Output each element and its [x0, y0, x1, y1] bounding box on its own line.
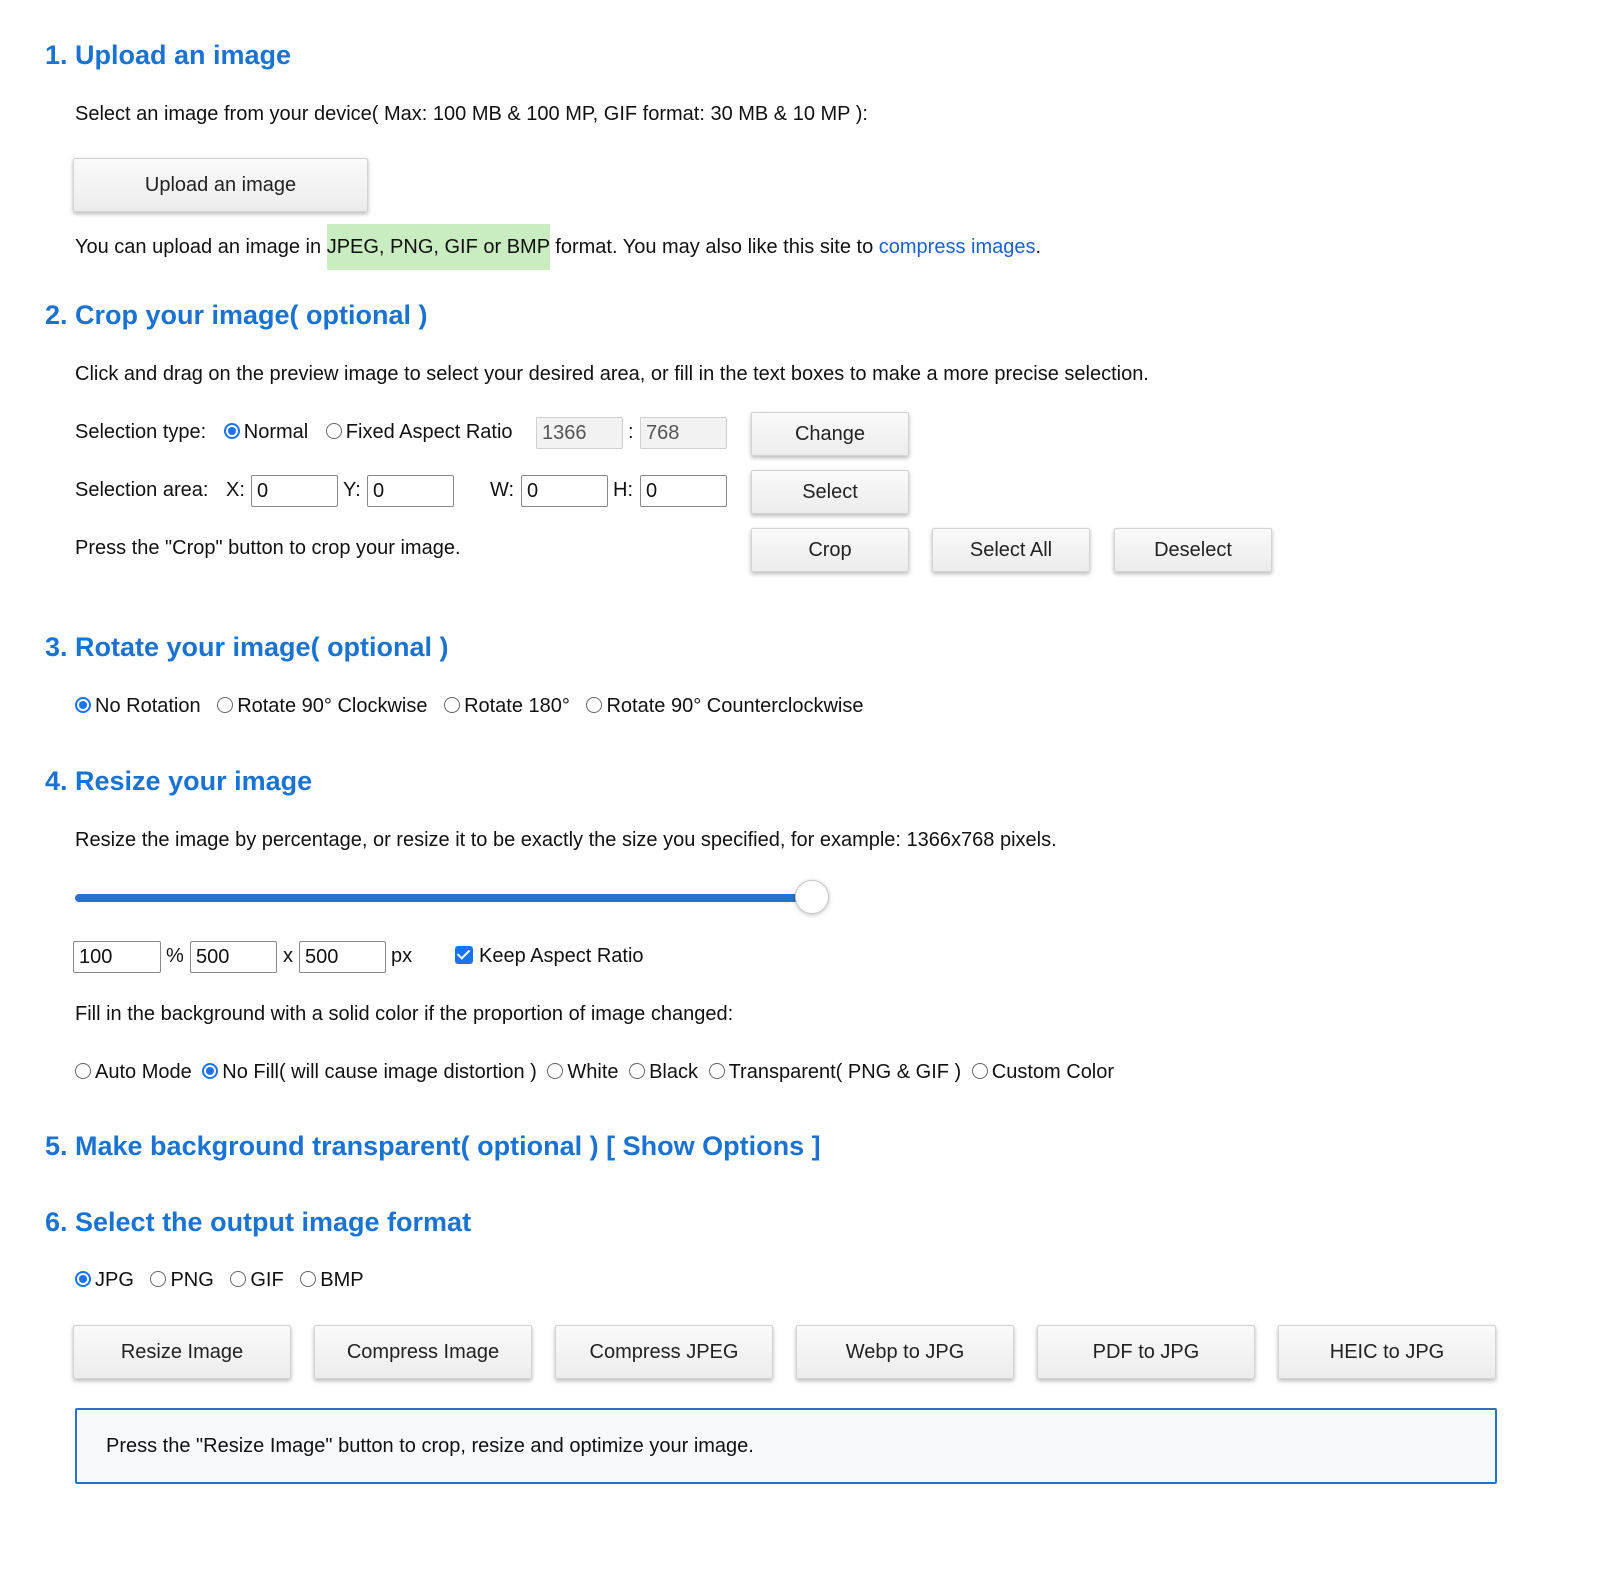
format-option-jpg[interactable] [75, 1269, 134, 1291]
rotate-90-cw-label: Rotate 90° Clockwise [237, 695, 428, 717]
selection-type-normal[interactable] [224, 421, 308, 443]
selection-type-fixed-ratio[interactable] [326, 421, 513, 443]
px-label: px [391, 945, 413, 967]
fill-option-auto[interactable] [75, 1061, 192, 1083]
format-option-bmp[interactable] [300, 1269, 363, 1291]
rotation-option-90-cw[interactable] [217, 695, 427, 717]
resize-image-button[interactable]: Resize Image [73, 1325, 291, 1379]
custom-color-label: Custom Color [991, 1061, 1115, 1083]
section-heading-output: 6. Select the output image format [45, 1207, 472, 1237]
upload-image-button[interactable]: Upload an image [73, 158, 368, 212]
section-heading-resize: 4. Resize your image [45, 766, 313, 796]
height-px-input[interactable] [299, 941, 386, 973]
change-button[interactable]: Change [751, 412, 909, 456]
format-option-png[interactable] [150, 1269, 213, 1291]
ratio-separator: : [628, 421, 634, 443]
y-input[interactable] [367, 475, 454, 507]
heic-to-jpg-button[interactable]: HEIC to JPG [1278, 1325, 1496, 1379]
radio-custom-color[interactable] [972, 1063, 988, 1079]
select-all-button[interactable]: Select All [932, 528, 1090, 572]
rotate-90-ccw-label: Rotate 90° Counterclockwise [606, 695, 864, 717]
h-label: H: [613, 479, 633, 501]
crop-hint: Press the "Crop" button to crop your image. [75, 537, 461, 559]
rotation-option-none[interactable] [75, 695, 201, 717]
percent-input[interactable] [73, 941, 161, 973]
y-label: Y: [343, 479, 361, 501]
resize-slider-thumb[interactable] [795, 880, 829, 914]
crop-description: Click and drag on the preview image to select your desired area, or fill in the text boxes to make a more precise selection. [75, 363, 1149, 385]
times-sign: x [283, 945, 293, 967]
pdf-to-jpg-button[interactable]: PDF to JPG [1037, 1325, 1255, 1379]
width-px-input[interactable] [190, 941, 277, 973]
fixed-aspect-ratio-label: Fixed Aspect Ratio [345, 421, 513, 443]
format-option-gif[interactable] [230, 1269, 283, 1291]
resize-notice-box [75, 1408, 1497, 1484]
crop-button[interactable]: Crop [751, 528, 909, 572]
formats-highlight: JPEG, PNG, GIF or BMP [327, 224, 550, 270]
percent-sign: % [166, 945, 184, 967]
radio-fixed-aspect-ratio[interactable] [326, 423, 342, 439]
show-options-link[interactable]: [ Show Options ] [606, 1131, 821, 1161]
radio-rotate-90-ccw[interactable] [586, 697, 602, 713]
fill-description: Fill in the background with a solid color if the proportion of image changed: [75, 1003, 734, 1025]
fill-option-black[interactable] [629, 1061, 698, 1083]
radio-no-rotation[interactable] [75, 697, 91, 713]
rotation-option-90-ccw[interactable] [586, 695, 863, 717]
deselect-button[interactable]: Deselect [1114, 528, 1272, 572]
output-format-options [75, 1269, 364, 1292]
resize-description: Resize the image by percentage, or resize it to be exactly the size you specified, for example: 1366x768 pixels. [75, 829, 1057, 851]
radio-black[interactable] [629, 1063, 645, 1079]
radio-auto-mode[interactable] [75, 1063, 91, 1079]
fill-options [75, 1061, 1114, 1084]
fill-option-custom-color[interactable] [972, 1061, 1114, 1083]
radio-normal[interactable] [224, 423, 240, 439]
resize-slider-track[interactable] [75, 894, 815, 902]
transparent-heading-text: 5. Make background transparent( optional ) [45, 1131, 599, 1161]
selection-type-row [75, 421, 513, 444]
white-label: White [567, 1061, 619, 1083]
rotate-180-label: Rotate 180° [464, 695, 570, 717]
radio-transparent[interactable] [709, 1063, 725, 1079]
keep-aspect-ratio-option[interactable] [455, 945, 644, 968]
resize-notice-text: Press the "Resize Image" button to crop, resize and optimize your image. [106, 1434, 754, 1457]
w-input[interactable] [521, 475, 608, 507]
upload-description: Select an image from your device( Max: 100 MB & 100 MP, GIF format: 30 MB & 10 MP ): [75, 103, 868, 125]
formats-suffix: . [1035, 236, 1042, 258]
x-label: X: [226, 479, 245, 501]
radio-bmp[interactable] [300, 1271, 316, 1287]
rotation-options [75, 695, 864, 718]
section-heading-transparent [45, 1131, 821, 1162]
w-label: W: [490, 479, 515, 501]
png-label: PNG [170, 1269, 214, 1291]
radio-no-fill[interactable] [202, 1063, 218, 1079]
section-heading-crop: 2. Crop your image( optional ) [45, 300, 428, 330]
bmp-label: BMP [320, 1269, 364, 1291]
section-heading-rotate: 3. Rotate your image( optional ) [45, 632, 449, 662]
keep-aspect-ratio-checkbox[interactable] [455, 946, 473, 964]
radio-jpg[interactable] [75, 1271, 91, 1287]
auto-mode-label: Auto Mode [95, 1061, 192, 1083]
formats-prefix: You can upload an image in [75, 236, 327, 258]
ratio-width-input[interactable] [536, 417, 623, 449]
radio-gif[interactable] [230, 1271, 246, 1287]
gif-label: GIF [250, 1269, 284, 1291]
rotation-option-180[interactable] [444, 695, 570, 717]
radio-rotate-90-cw[interactable] [217, 697, 233, 713]
selection-type-label: Selection type: [75, 421, 207, 443]
upload-formats-text [75, 236, 1041, 259]
radio-rotate-180[interactable] [444, 697, 460, 713]
transparent-label: Transparent( PNG & GIF ) [728, 1061, 962, 1083]
fill-option-no-fill[interactable] [202, 1061, 537, 1083]
fill-option-transparent[interactable] [709, 1061, 962, 1083]
radio-white[interactable] [547, 1063, 563, 1079]
normal-label: Normal [243, 421, 309, 443]
formats-middle: format. You may also like this site to [549, 236, 879, 258]
no-fill-label: No Fill( will cause image distortion ) [222, 1061, 537, 1083]
ratio-height-input[interactable] [640, 417, 727, 449]
compress-jpeg-button[interactable]: Compress JPEG [555, 1325, 773, 1379]
webp-to-jpg-button[interactable]: Webp to JPG [796, 1325, 1014, 1379]
jpg-label: JPG [95, 1269, 134, 1291]
h-input[interactable] [640, 475, 727, 507]
fill-option-white[interactable] [547, 1061, 618, 1083]
section-heading-upload: 1. Upload an image [45, 40, 292, 70]
select-button[interactable]: Select [751, 470, 909, 514]
radio-png[interactable] [150, 1271, 166, 1287]
selection-area-label: Selection area: [75, 479, 209, 501]
x-input[interactable] [251, 475, 338, 507]
compress-image-button[interactable]: Compress Image [314, 1325, 532, 1379]
black-label: Black [649, 1061, 698, 1083]
keep-aspect-ratio-label: Keep Aspect Ratio [479, 945, 644, 967]
no-rotation-label: No Rotation [95, 695, 201, 717]
compress-images-link[interactable]: compress images [878, 236, 1036, 258]
